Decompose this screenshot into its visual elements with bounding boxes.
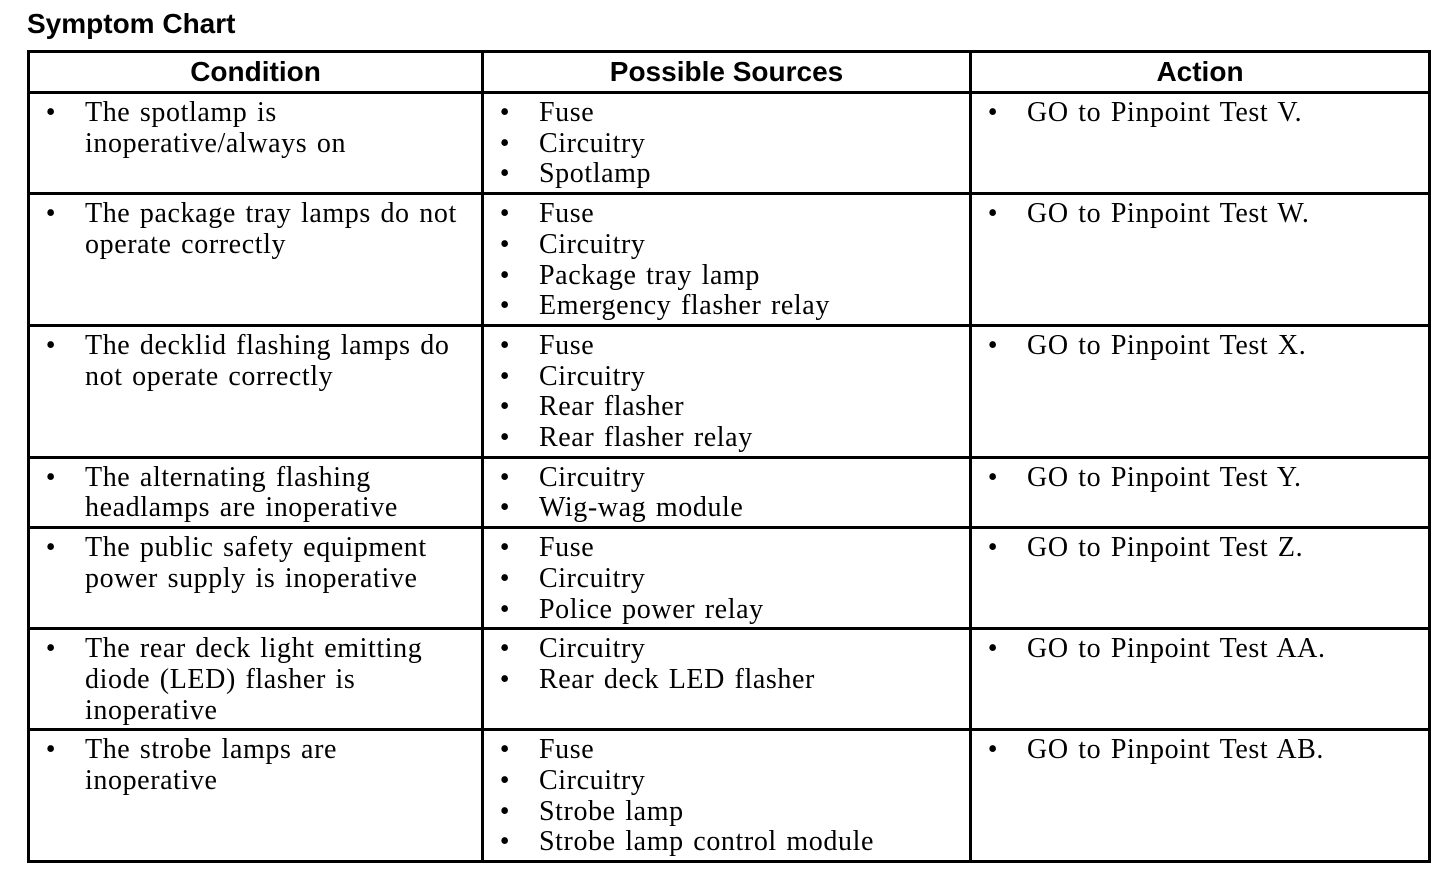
bullet-icon: • xyxy=(499,734,511,766)
action-cell xyxy=(971,528,1430,629)
source-item: Police power relay xyxy=(539,593,764,625)
source-item: Circuitry xyxy=(539,127,646,159)
bullet-icon: • xyxy=(987,329,999,361)
action-cell xyxy=(971,730,1430,862)
condition-text: The alternating flashing headlamps are inoperative xyxy=(85,461,398,524)
action-cell xyxy=(971,629,1430,730)
condition-cell xyxy=(29,730,483,862)
sources-cell xyxy=(483,194,971,326)
bullet-icon: • xyxy=(499,765,511,797)
bullet-icon: • xyxy=(499,826,511,858)
condition-text: The public safety equipment power supply is inoperative xyxy=(85,532,427,594)
bullet-icon: • xyxy=(45,734,57,766)
source-item: Fuse xyxy=(539,329,595,361)
action-text: GO to Pinpoint Test AA. xyxy=(1027,633,1326,665)
bullet-icon: • xyxy=(499,259,511,291)
action-cell xyxy=(971,194,1430,326)
bullet-icon: • xyxy=(45,198,57,230)
bullet-icon: • xyxy=(499,562,511,594)
action-cell xyxy=(971,325,1430,457)
source-item: Wig-wag module xyxy=(539,492,744,524)
source-item: Fuse xyxy=(539,198,595,230)
source-item: Emergency flasher relay xyxy=(539,290,830,322)
bullet-icon: • xyxy=(499,422,511,454)
bullet-icon: • xyxy=(499,97,511,128)
table-row xyxy=(29,93,1430,194)
condition-text: The package tray lamps do not operate correctly xyxy=(85,198,457,260)
table-row xyxy=(29,194,1430,326)
header-possible-sources: Possible Sources xyxy=(483,52,971,93)
bullet-icon: • xyxy=(987,633,999,665)
symptom-chart-table xyxy=(27,50,1431,863)
chart-title: Symptom Chart xyxy=(27,8,236,39)
source-item: Circuitry xyxy=(539,633,646,665)
bullet-icon: • xyxy=(499,461,511,493)
source-item: Fuse xyxy=(539,532,595,564)
condition-text: The rear deck light emitting diode (LED) flasher is inoperative xyxy=(85,633,423,726)
source-item: Circuitry xyxy=(539,461,646,493)
bullet-icon: • xyxy=(45,461,57,493)
bullet-icon: • xyxy=(987,532,999,564)
bullet-icon: • xyxy=(45,97,57,128)
bullet-icon: • xyxy=(499,663,511,695)
source-item: Circuitry xyxy=(539,765,646,797)
action-cell xyxy=(971,93,1430,194)
bullet-icon: • xyxy=(499,795,511,827)
condition-cell xyxy=(29,629,483,730)
source-item: Strobe lamp control module xyxy=(539,826,874,858)
action-text: GO to Pinpoint Test Z. xyxy=(1027,532,1304,564)
source-item: Rear deck LED flasher xyxy=(539,663,815,695)
bullet-icon: • xyxy=(499,198,511,230)
source-item: Strobe lamp xyxy=(539,795,684,827)
sources-cell xyxy=(483,730,971,862)
bullet-icon: • xyxy=(499,391,511,423)
source-item: Circuitry xyxy=(539,360,646,392)
sources-cell xyxy=(483,325,971,457)
condition-cell xyxy=(29,93,483,194)
sources-cell xyxy=(483,629,971,730)
table-row xyxy=(29,629,1430,730)
sources-cell xyxy=(483,93,971,194)
bullet-icon: • xyxy=(987,97,999,128)
bullet-icon: • xyxy=(45,633,57,665)
action-text: GO to Pinpoint Test AB. xyxy=(1027,734,1325,766)
source-item: Rear flasher relay xyxy=(539,422,753,454)
table-row xyxy=(29,457,1430,527)
source-item: Rear flasher xyxy=(539,391,685,423)
sources-cell xyxy=(483,528,971,629)
condition-text: The spotlamp is inoperative/always on xyxy=(85,97,347,159)
condition-cell xyxy=(29,325,483,457)
action-cell xyxy=(971,457,1430,527)
bullet-icon: • xyxy=(499,633,511,665)
action-text: GO to Pinpoint Test V. xyxy=(1027,97,1303,128)
condition-cell xyxy=(29,528,483,629)
condition-text: The decklid flashing lamps do not operate correctly xyxy=(85,329,450,392)
bullet-icon: • xyxy=(499,532,511,564)
bullet-icon: • xyxy=(987,461,999,493)
bullet-icon: • xyxy=(499,158,511,190)
source-item: Circuitry xyxy=(539,562,646,594)
bullet-icon: • xyxy=(499,360,511,392)
sources-cell xyxy=(483,457,971,527)
bullet-icon: • xyxy=(499,127,511,159)
condition-cell xyxy=(29,194,483,326)
table-row xyxy=(29,528,1430,629)
table-row xyxy=(29,730,1430,862)
bullet-icon: • xyxy=(499,290,511,322)
header-condition: Condition xyxy=(29,52,483,93)
source-item: Fuse xyxy=(539,97,595,128)
source-item: Circuitry xyxy=(539,228,646,260)
header-action: Action xyxy=(971,52,1430,93)
action-text: GO to Pinpoint Test Y. xyxy=(1027,461,1302,493)
header-row xyxy=(29,52,1430,93)
condition-cell xyxy=(29,457,483,527)
source-item: Spotlamp xyxy=(539,158,652,190)
bullet-icon: • xyxy=(987,198,999,230)
bullet-icon: • xyxy=(45,329,57,361)
source-item: Fuse xyxy=(539,734,595,766)
bullet-icon: • xyxy=(499,593,511,625)
table-row xyxy=(29,325,1430,457)
action-text: GO to Pinpoint Test W. xyxy=(1027,198,1310,230)
bullet-icon: • xyxy=(499,492,511,524)
source-item: Package tray lamp xyxy=(539,259,761,291)
bullet-icon: • xyxy=(45,532,57,564)
bullet-icon: • xyxy=(499,329,511,361)
condition-text: The strobe lamps are inoperative xyxy=(85,734,338,797)
bullet-icon: • xyxy=(987,734,999,766)
action-text: GO to Pinpoint Test X. xyxy=(1027,329,1307,361)
bullet-icon: • xyxy=(499,228,511,260)
